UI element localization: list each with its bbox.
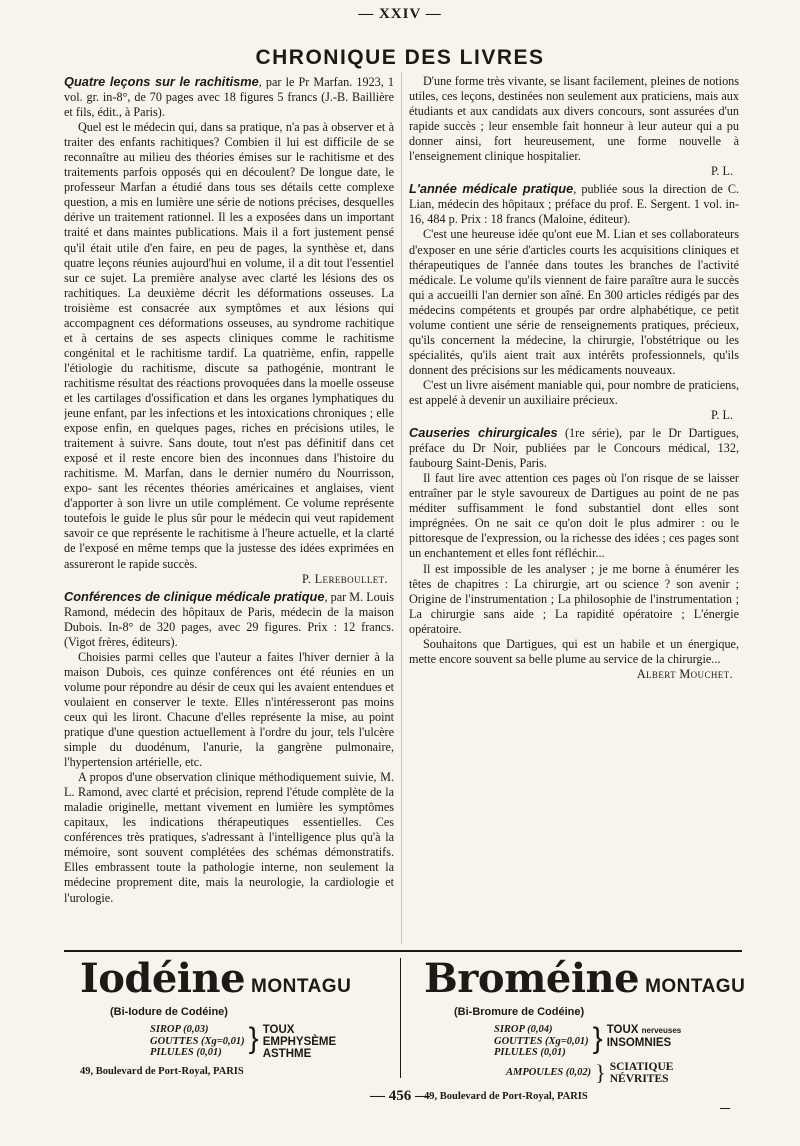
ad-address: 49, Boulevard de Port-Royal, PARIS (424, 1090, 588, 1102)
review-conferences-cont (409, 74, 739, 179)
page-number: — 456 — (370, 1088, 430, 1104)
ad-brand: Iodéine (80, 955, 246, 1002)
review-paragraph: D'une forme très vivante, se lisant facilement, pleines de notions utiles, ces leçons, destinées non seulement aux praticiens, mais aux étudiants et aux candidats aux divers concours, sont assurées d'un rapide succès ; leur ensemble fait honneur à leur auteur qui a pu donner ainsi, fort heureusement, une forme nouvelle à l'enseignement clinique hospitalier. (409, 74, 739, 164)
ad-uses: TOUX nerveuses INSOMNIES (606, 1024, 682, 1049)
review-byline: , publiée sous la direction de C. Lian, médecin des hôpitaux ; préface du prof. E. Sergent. 1 vol. in-16, 484 p. Prix : 18 francs (Maloine, éditeur). (409, 182, 739, 227)
ad-maker: MONTAGU (645, 976, 746, 997)
review-paragraph: C'est une heureuse idée qu'ont eue M. Lian et ses collaborateurs d'exposer en une série d'articles courts les acquisitions cliniques et thérapeutiques de l'année dans toutes les branches de l'activité médicale. Le volume qu'ils viennent de faire paraître aura le succès qui a accueilli l'an dernier son aîné. En 300 articles rédigés par des médecins compétents et groupés par ordre alphabétique, ce petit volume contient une série de renseignements pratiques, précieux, qu'ils concernent la médecine, la chirurgie, l'obstétrique ou les spécialités, qu'ils aient trait aux intérêts professionnels, qu'ils donnent des précisions sur les médicaments nouveaux. (409, 227, 739, 377)
brace-icon: } (248, 1022, 259, 1055)
column-left (64, 74, 394, 944)
review-byline: , par le Pr Marfan. 1923, 1 vol. gr. in-8°, de 70 pages avec 18 figures 5 francs (J.-B. Baillière et fils, édit., à Paris). (64, 75, 394, 120)
ad-brand: Broméine (424, 955, 640, 1002)
review-rachitisme (64, 74, 394, 587)
review-title: L'année médicale pratique (409, 181, 574, 197)
ad-ampoule-uses: SCIATIQUE NÉVRITES (609, 1060, 674, 1085)
review-paragraph: Souhaitons que Dartigues, qui est un habile et un énergique, mette encore souvent sa belle plume au service de la chirurgie... (409, 636, 739, 666)
review-annee-medicale (409, 181, 739, 423)
ad-bromeine (424, 955, 754, 1102)
review-signature: P. Lereboullet. (301, 571, 388, 586)
ads-separator (64, 950, 742, 952)
ad-maker: MONTAGU (251, 976, 352, 997)
ad-iodeine (80, 955, 390, 1085)
review-paragraph: Il est impossible de les analyser ; je me borne à énumérer les têtes de chapitres : La chirurgie, art ou science ? son avenir ; Origine de l'instrumentation ; La philosophie de l'instrumentation ; La chirurgie sans aide ; La rapidité opératoire ; L'énergie opératoire. (409, 561, 739, 636)
ad-uses: TOUX EMPHYSÈME ASTHME (262, 1024, 337, 1060)
ad-address: 49, Boulevard de Port-Royal, PARIS (80, 1066, 244, 1077)
review-signature: P. L. (710, 408, 733, 423)
review-byline: (1re série), par le Dr Dartigues, préface du Dr Noir, publiées par le Concours médical, 132, faubourg Saint-Denis, Paris. (409, 426, 739, 471)
review-paragraph: C'est un livre aisément maniable qui, pour nombre de praticiens, est appelé à devenir un auxiliaire précieux. (409, 377, 739, 407)
page-title: CHRONIQUE DES LIVRES (255, 46, 545, 69)
review-signature: Albert Mouchet. (636, 666, 733, 681)
review-byline: , par M. Louis Ramond, médecin des hôpitaux de Paris, médecin de la maison Dubois. In-8° de 320 pages, avec 29 figures. Prix : 12 francs. (Vigot frères, éditeurs). (64, 589, 394, 649)
ad-subtitle: (Bi-Bromure de Codéine) (454, 1006, 585, 1018)
corner-mark (720, 1108, 730, 1109)
column-divider (401, 72, 402, 944)
review-paragraph: A propos d'une observation clinique méthodiquement suivie, M. L. Ramond, avec clarté et précision, reprend l'étude complète de la maladie originelle, mettant vivement en lumière les symptômes capitaux, les indications thérapeutiques essentielles. Ces conférences très pratiques, s'adressant à l'intelligence plus qu'à la mémoire, sont souvent complétées des schémas démonstratifs. Elles embrassent toute la pathologie interne, non seulement la médecine proprement dite, mais la neurologie, la cardiologie et l'urologie. (64, 770, 394, 905)
ad-forms: SIROP (0,03) GOUTTES (Xg=0,01) PILULES (0,01) (150, 1024, 245, 1058)
ad-subtitle: (Bi-Iodure de Codéine) (110, 1006, 228, 1018)
ad-forms: SIROP (0,04) GOUTTES (Xg=0,01) PILULES (0,01) (494, 1024, 589, 1058)
review-paragraph: Choisies parmi celles que l'auteur a faites l'hiver dernier à la maison Dubois, ces quinze conférences ont été réunies en un volume pour répondre au désir de ceux qui les avaient entendues et voulaient en conserver le texte. Elles n'intéresseront pas moins ceux qui les liront. Chacune d'elles représente la mise, au point pratique d'une question actuellement à l'ordre du jour, tels l'ulcère simple du duodénum, l'anurie, la gangrène pulmonaire, l'hypertension artérielle, etc. (64, 649, 394, 770)
ad-ampoules: AMPOULES (0,02) (506, 1067, 592, 1078)
ads-divider (400, 958, 401, 1078)
review-title: Quatre leçons sur le rachitisme (64, 74, 259, 89)
review-title: Causeries chirurgicales (409, 425, 558, 441)
review-signature: P. L. (710, 164, 733, 179)
review-paragraph: Il faut lire avec attention ces pages où l'on risque de se laisser entraîner par le style savoureux de Dartigues au point de ne pas méditer suffisamment le fond substantiel dont elles sont imprégnées. On ne sait ce qu'on doit le plus admirer : ou le pittoresque de l'expression, ou la richesse des idées ; ces pages sont un enchantement et elles font réfléchir... (409, 471, 739, 561)
page-roman-number: — XXIV — (358, 6, 442, 22)
column-right (409, 74, 739, 944)
brace-icon: } (595, 1059, 606, 1085)
review-title: Conférences de clinique médicale pratique (64, 588, 325, 604)
brace-icon: } (592, 1022, 603, 1055)
review-conferences (64, 589, 394, 906)
review-causeries (409, 425, 739, 682)
review-paragraph: Quel est le médecin qui, dans sa pratique, n'a pas à observer et à traiter des enfants rachitiques? Combien il lui est difficile de se reconnaître au milieu des théories émises sur le rachitisme et des traitements parfois opposés qui en découlent? De longue date, le professeur Marfan a étudié dans tous ses détails cette complexe question, a mis en lumière une série de notions précises, desquelles dérive un traitement rationnel. Il les a exposées dans un important traité et dans maintes publications. Mais il a fort justement pensé qu'il était utile d'en faire, en peu de pages, la synthèse et, dans quatre leçons réunies aujourd'hui en volume, il a dit tout l'essentiel sur ce sujet. La première analyse avec clarté les lésions des os rachitiques. La deuxième décrit les déformations osseuses. La troisième est consacrée aux symptômes et aux lésions qui accompagnent ces déformations osseuses, au syndrome rachitique et à certains de ses aspects cliniques comme le rachitisme congénital et le rachitisme tardif. La quatrième, enfin, rappelle l'étiologie du rachitisme, discute sa pathogénie, montrant le rachitisme résultat des réactions provoquées dans la moelle osseuse et les cartilages d'ossification et dans les organes lymphatiques du jeune enfant, par les infections et les intoxications chroniques ; elle expose enfin, en quelques pages, riches en précisions utiles, le traitement à suivre. Sans doute, tout n'est pas définitif dans cet exposé et il reste encore bien des inconnues dans l'histoire du rachitisme. M. Marfan, dans le dernier numéro du Nourrisson, expo- sant les récentes théories américaines et anglaises, vient d'apporter à son livre un utile complément. Ce volume représente toutefois le guide le plus sûr pour le médecin qui veut rapidement savoir ce que représente le rachitisme à l'heure actuelle, et la clarté de l'exposé en même temps que la justesse des idées exprimées en assureront le rapide succès. (64, 120, 394, 571)
